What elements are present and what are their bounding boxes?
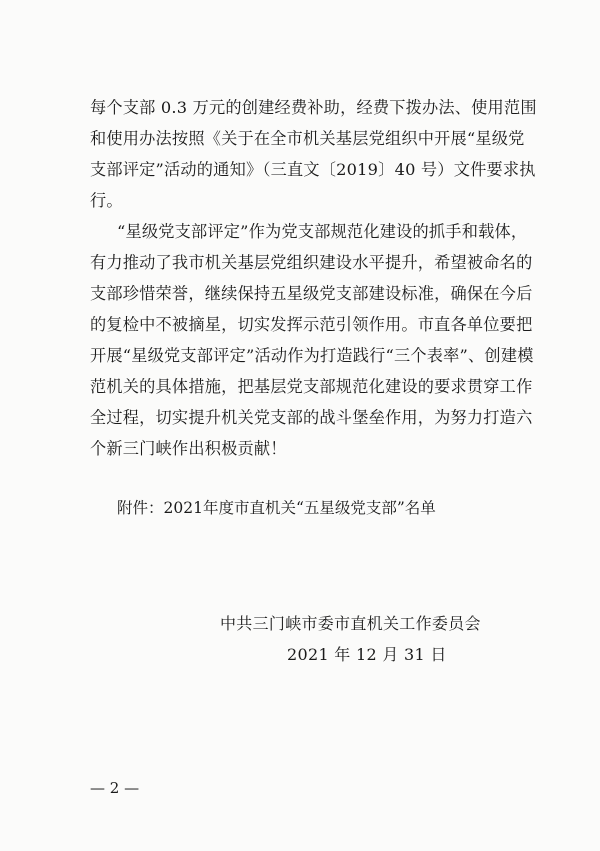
signature-organization: 中共三门峡市委市直机关工作委员会 xyxy=(220,614,481,633)
attachment-note: 附件：2021年度市直机关“五星级党支部”名单 xyxy=(117,499,436,517)
paragraph2-line: “星级党支部评定”作为党支部规范化建设的抓手和载体， xyxy=(117,222,528,241)
paragraph2-line: 开展“星级党支部评定”活动作为打造践行“三个表率”、创建模 xyxy=(90,346,534,365)
paragraph1-line: 支部评定”活动的通知》（三直文〔2019〕40 号）文件要求执 xyxy=(90,160,536,179)
paragraph1-line: 行。 xyxy=(90,191,123,210)
paragraph2-line: 范机关的具体措施，把基层党支部规范化建设的要求贯穿工作 xyxy=(90,377,533,396)
paragraph1-line: 和使用办法按照《关于在全市机关基层党组织中开展“星级党 xyxy=(90,129,525,148)
page-number: — 2 — xyxy=(90,779,140,797)
paragraph1-line: 每个支部 0.3 万元的创建经费补助，经费下拨办法、使用范围 xyxy=(90,98,537,117)
paragraph2-line: 全过程，切实提升机关党支部的战斗堡垒作用，为努力打造六 xyxy=(90,408,533,427)
paragraph2-line: 支部珍惜荣誉，继续保持五星级党支部建设标准，确保在今后 xyxy=(90,284,533,303)
paragraph2-line: 有力推动了我市机关基层党组织建设水平提升，希望被命名的 xyxy=(90,253,533,272)
paragraph2-line: 的复检中不被摘星，切实发挥示范引领作用。市直各单位要把 xyxy=(90,315,533,334)
signature-date: 2021 年 12 月 31 日 xyxy=(287,645,447,664)
paragraph2-line: 个新三门峡作出积极贡献！ xyxy=(90,439,287,458)
